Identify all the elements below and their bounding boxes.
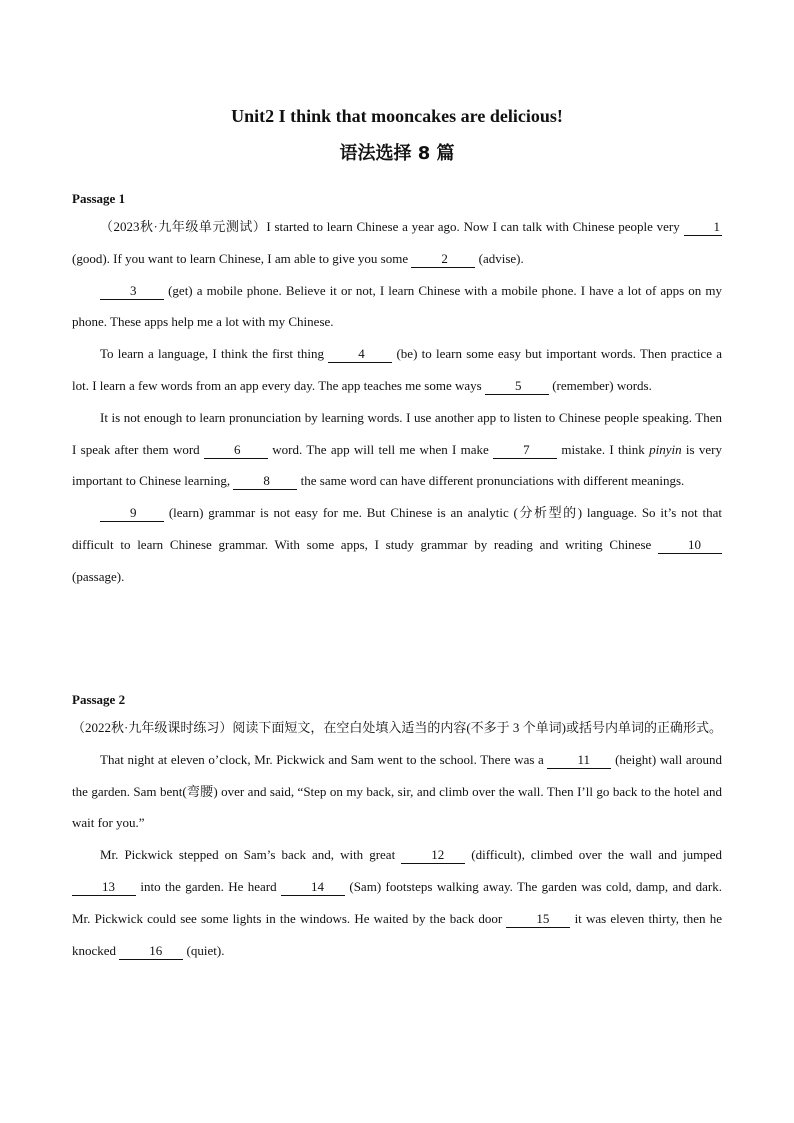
passage-2-section — [72, 688, 722, 966]
page-subtitle: 语法选择 8 篇 — [339, 143, 455, 164]
blank-13[interactable]: 13 — [72, 879, 136, 896]
passage-1-paragraph-5: 9 (learn) grammar is not easy for me. But Chinese is an analytic (分析型的) language. So it’s not that difficult to learn Chinese grammar. With some apps, I study grammar by reading and writing Chinese 10 (passage). — [72, 505, 722, 584]
blank-3[interactable]: 3 — [100, 283, 164, 300]
blank-6[interactable]: 6 — [204, 442, 268, 459]
document-page — [72, 100, 723, 958]
passage-1-paragraph-2: 3 (get) a mobile phone. Believe it or not, I learn Chinese with a mobile phone. I have a lot of apps on my phone. These apps help me a lot with my Chinese. — [72, 282, 722, 330]
passage-2-paragraph-2: Mr. Pickwick stepped on Sam’s back and, with great 12 (difficult), climbed over the wall and jumped 13 into the garden. He heard 14 (Sam) footsteps walking away. The garden was cold, damp, and dark. Mr. Pickwick could see some lights in the windows. He waited by the back door 15 it was eleven thirty, then he knocked 16 (quiet). — [72, 847, 723, 958]
passage-1-paragraph-3: To learn a language, I think the first thing 4 (be) to learn some easy but important words. Then practice a lot. I learn a few words from an app every day. The app teaches me some ways 5 (remember) words. — [72, 346, 723, 393]
pinyin-word: pinyin — [649, 441, 682, 457]
blank-1[interactable]: 1 — [684, 219, 723, 236]
blank-9[interactable]: 9 — [100, 505, 164, 522]
blank-11[interactable]: 11 — [547, 752, 611, 769]
passage-2-heading: Passage 2 — [72, 692, 126, 707]
blank-2[interactable]: 2 — [411, 251, 475, 268]
passage-1-heading: Passage 1 — [72, 191, 126, 206]
blank-16[interactable]: 16 — [119, 943, 183, 960]
passage-2-paragraph-1: That night at eleven o’clock, Mr. Pickwick and Sam went to the school. There was a 11 (height) wall around the garden. Sam bent(弯腰) over and said, “Step on my back, sir, and climb over the wall. Then I’ll go back to the hotel and wait for you.” — [72, 751, 722, 831]
blank-4[interactable]: 4 — [328, 346, 392, 363]
passage-2-intro: （2022秋·九年级课时练习）阅读下面短文，在空白处填入适当的内容(不多于 3 个单词)或括号内单词的正确形式。 — [72, 720, 722, 735]
blank-12[interactable]: 12 — [401, 847, 465, 864]
passage-1-paragraph-4: It is not enough to learn pronunciation by learning words. I use another app to listen to Chinese people speaking. Then I speak after them word 6 word. The app will tell me when I make 7 mistake. I think pinyin is very important to Chinese learning, 8 the same word can have different pronunciations with different meanings. — [72, 409, 722, 489]
blank-14[interactable]: 14 — [281, 879, 345, 896]
blank-5[interactable]: 5 — [485, 378, 549, 395]
blank-8[interactable]: 8 — [233, 473, 297, 490]
blank-15[interactable]: 15 — [506, 911, 570, 928]
blank-7[interactable]: 7 — [493, 442, 557, 459]
passage-1-paragraph-1: （2023秋·九年级单元测试）I started to learn Chinese a year ago. Now I can talk with Chinese people very 1 (good). If you want to learn Chinese, I am able to give you some 2 (advise). — [72, 219, 720, 266]
page-title: Unit2 I think that mooncakes are delicious! — [231, 106, 563, 126]
blank-10[interactable]: 10 — [658, 537, 722, 554]
